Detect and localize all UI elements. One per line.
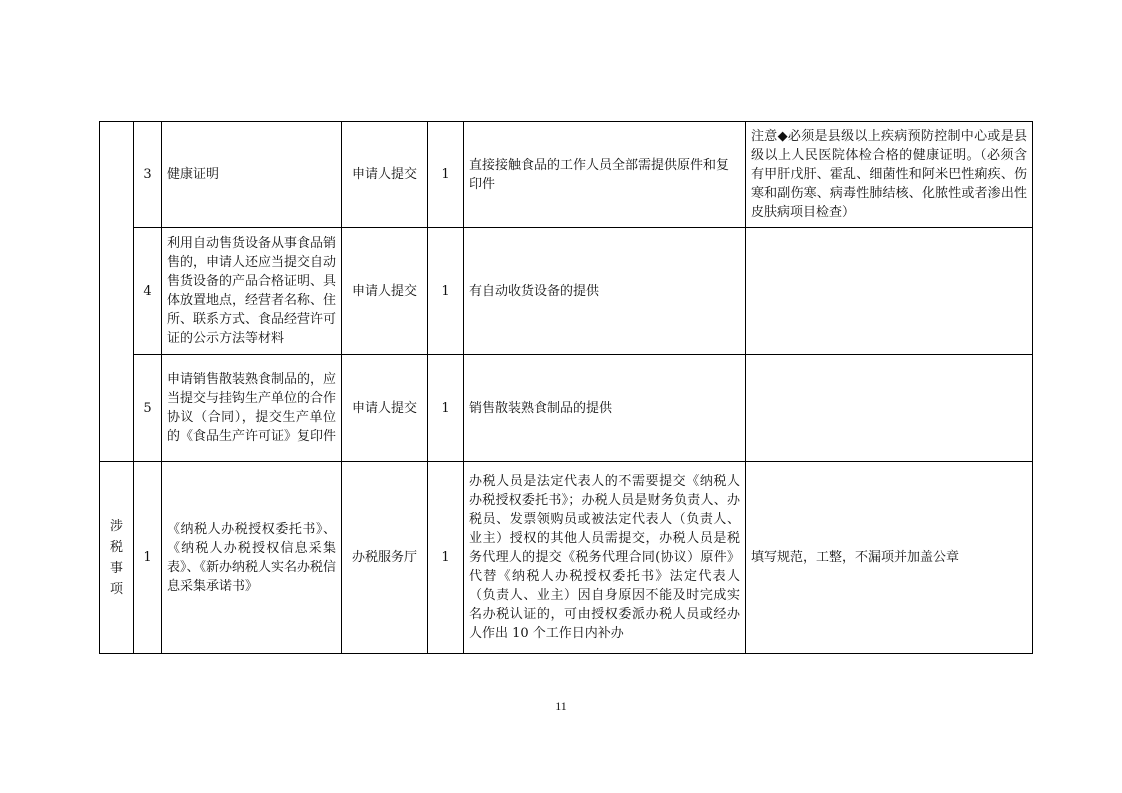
- submission-method: 申请人提交: [342, 122, 428, 228]
- material-name: 申请销售散装熟食制品的，应当提交与挂钩生产单位的合作协议（合同），提交生产单位的《食品生产许可证》复印件: [162, 355, 342, 462]
- category-label: 涉税事项: [109, 518, 123, 597]
- copies-count: 1: [428, 355, 464, 462]
- table-row: [100, 355, 1033, 462]
- submission-method: 办税服务厅: [342, 462, 428, 654]
- material-name: 健康证明: [162, 122, 342, 228]
- table-row: [100, 122, 1033, 228]
- item-number: 5: [134, 355, 162, 462]
- material-name: 《纳税人办税授权委托书》、《纳税人办税授权信息采集表》、《新办纳税人实名办税信息采集承诺书》: [162, 462, 342, 654]
- submission-method: 申请人提交: [342, 228, 428, 355]
- item-number: 4: [134, 228, 162, 355]
- requirement-text: 直接接触食品的工作人员全部需提供原件和复印件: [464, 122, 746, 228]
- submission-method: 申请人提交: [342, 355, 428, 462]
- copies-count: 1: [428, 228, 464, 355]
- table-row: [100, 228, 1033, 355]
- item-number: 3: [134, 122, 162, 228]
- copies-count: 1: [428, 122, 464, 228]
- category-cell-empty: [100, 122, 134, 462]
- requirement-text: 销售散装熟食制品的提供: [464, 355, 746, 462]
- table-row: [100, 462, 1033, 654]
- notes-text: [746, 228, 1033, 355]
- copies-count: 1: [428, 462, 464, 654]
- material-name: 利用自动售货设备从事食品销售的，申请人还应当提交自动售货设备的产品合格证明、具体放置地点，经营者名称、住所、联系方式、食品经营许可证的公示方法等材料: [162, 228, 342, 355]
- category-cell: [100, 462, 134, 654]
- notes-text: 填写规范，工整，不漏项并加盖公章: [746, 462, 1033, 654]
- item-number: 1: [134, 462, 162, 654]
- requirement-text: 办税人员是法定代表人的不需要提交《纳税人办税授权委托书》；办税人员是财务负责人、办税员、发票领购员或被法定代表人（负责人、业主）授权的其他人员需提交，办税人员是税务代理人的提交《税务代理合同(协议）原件》代替《纳税人办税授权委托书》法定代表人（负责人、业主）因自身原因不能及时完成实名办税认证的，可由授权委派办税人员或经办人作出 10 个工作日内补办: [464, 462, 746, 654]
- page-number: 11: [555, 699, 567, 713]
- notes-text: [746, 355, 1033, 462]
- requirements-table: [99, 121, 1033, 654]
- notes-text: 注意◆必须是县级以上疾病预防控制中心或是县级以上人民医院体检合格的健康证明。（必须含有甲肝戊肝、霍乱、细菌性和阿米巴性痢疾、伤寒和副伤寒、病毒性肺结核、化脓性或者渗出性皮肤病项目检查）: [746, 122, 1033, 228]
- requirement-text: 有自动收货设备的提供: [464, 228, 746, 355]
